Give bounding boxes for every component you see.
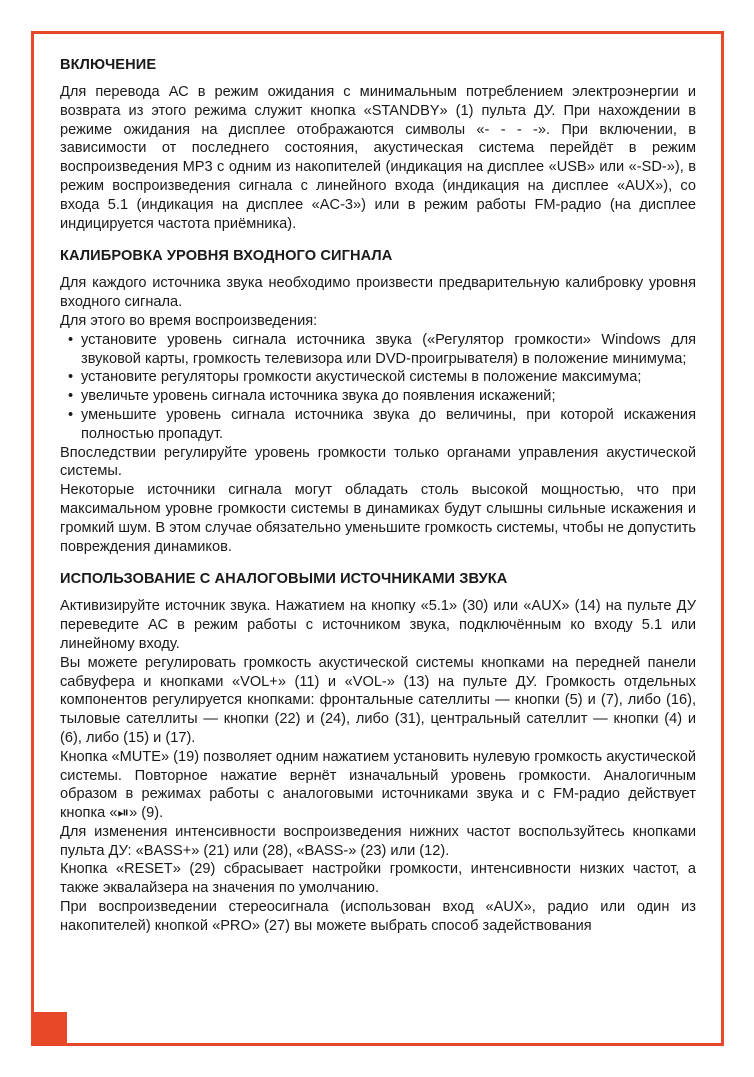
paragraph: Для этого во время воспроизведения:	[60, 312, 318, 329]
section-heading: ИСПОЛЬЗОВАНИЕ С АНАЛОГОВЫМИ ИСТОЧНИКАМИ ЗВУКА	[60, 571, 508, 588]
list-item: • увеличьте уровень сигнала источника звука до появления искажений;	[68, 387, 696, 406]
paragraph: При воспроизведении стереосигнала (использован вход «AUX», радио или один из накопителей) кнопкой «PRO» (27) вы можете выбрать способ задействования	[60, 899, 696, 934]
paragraph: Для изменения интенсивности воспроизведения нижних частот воспользуйтесь кнопками пульта ДУ: «BASS+» (21) или (28), «BASS-» (23) или (12).	[60, 823, 696, 859]
bullet-list	[60, 331, 696, 444]
list-item: • уменьшите уровень сигнала источника звука до величины, при которой искажения полностью пропадут.	[68, 406, 696, 444]
paragraph: Вы можете регулировать громкость акустической системы кнопками на передней панели сабвуфера и кнопками «VOL+» (11) и «VOL-» (13) на пульте ДУ. Громкость отдельных компонентов регулируется кнопками: фронтальные сателлиты — кнопки (5) и (7), либо (16), тыловые сателлиты — кнопки (22) и (24), либо (31), центральный сателлит — кнопки (4) и (6), либо (15) и (17).	[60, 654, 696, 746]
paragraph: Некоторые источники сигнала могут обладать столь высокой мощностью, что при максимальном уровне громкости системы в динамиках будут слышны сильные искажения и громкий шум. В этом случае обязательно уменьшите громкость системы, чтобы не допустить повреждения динамиков.	[60, 482, 696, 555]
paragraph: Активизируйте источник звука. Нажатием на кнопку «5.1» (30) или «AUX» (14) на пульте ДУ переведите АС в режим работы с источником звука, подключённым ко входу 5.1 или линейному входу.	[60, 598, 696, 652]
section-power-on	[60, 56, 696, 233]
section-calibration	[60, 247, 696, 556]
page-corner-marker	[31, 1012, 67, 1046]
list-item: • установите уровень сигнала источника звука («Регулятор громкости» Windows для звуковой карты, громкость телевизора или DVD-проигрывателя) в положение минимума;	[68, 331, 696, 369]
paragraph: Для каждого источника звука необходимо произвести предварительную калибровку уровня входного сигнала.	[60, 275, 696, 311]
paragraph: Кнопка «MUTE» (19) позволяет одним нажатием установить нулевую громкость акустической системы. Повторное нажатие вернёт изначальный уровень громкости. Аналогичным образом в режимах работы с аналоговыми источниками звука и с FM-радио действует кнопка «⏯» (9).	[60, 748, 696, 822]
section-heading: ВКЛЮЧЕНИЕ	[60, 57, 157, 73]
section-analog-sources	[60, 570, 696, 935]
paragraph: Для перевода АС в режим ожидания с минимальным потреблением электроэнергии и возврата из этого режима служит кнопка «STANDBY» (1) пульта ДУ. При нахождении в режиме ожидания на дисплее отображаются символы «- - - -». При включении, в зависимости от последнего состояния, акустическая система перейдёт в режим воспроизведения MP3 с одним из накопителей (индикация на дисплее «USB» или «-SD-»), в режим воспроизведения сигнала с линейного входа (индикация на дисплее «AUX»), со входа 5.1 (индикация на дисплее «AC-3») или в режим работы FM-радио (на дисплее индицируется частота приёмника).	[60, 84, 696, 232]
document-body	[60, 56, 696, 950]
section-heading: КАЛИБРОВКА УРОВНЯ ВХОДНОГО СИГНАЛА	[60, 248, 393, 265]
list-item: • установите регуляторы громкости акустической системы в положение максимума;	[68, 368, 696, 387]
paragraph: Кнопка «RESET» (29) сбрасывает настройки громкости, интенсивности низких частот, а также эквалайзера на значения по умолчанию.	[60, 861, 696, 897]
paragraph: Впоследствии регулируйте уровень громкости только органами управления акустической системы.	[60, 444, 696, 480]
